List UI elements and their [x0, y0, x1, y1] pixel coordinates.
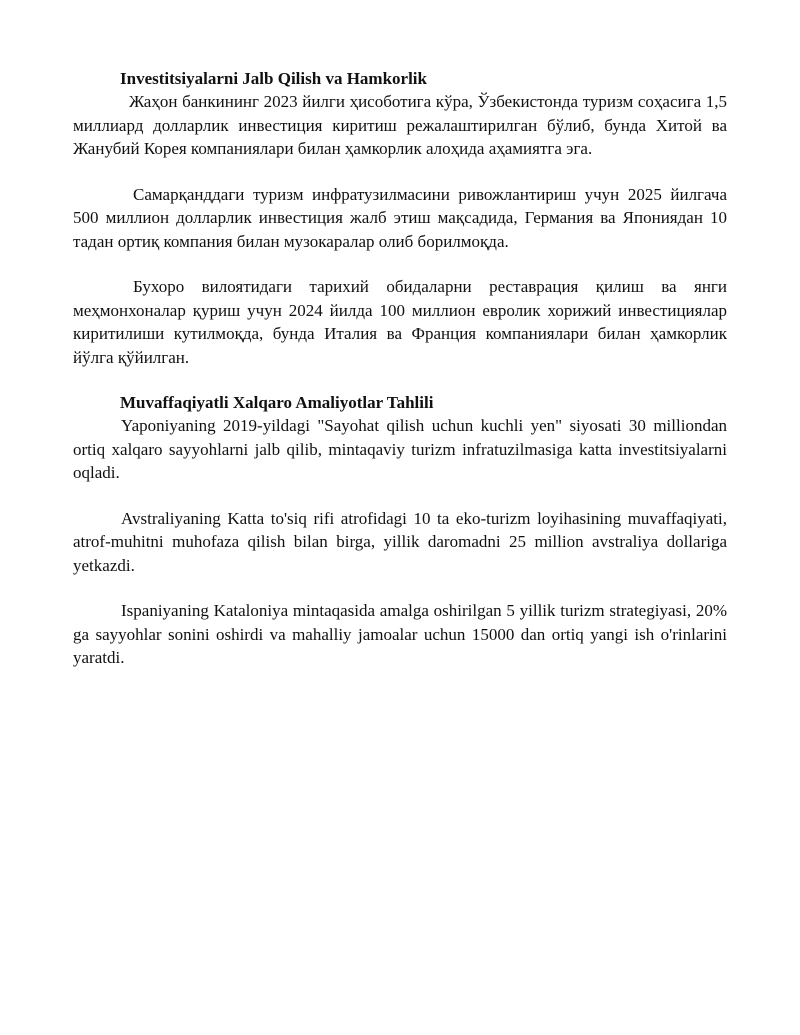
section-heading-international-practices: Muvaffaqiyatli Xalqaro Amaliyotlar Tahlili: [120, 393, 434, 412]
paragraph-samarkand: Самарқанддаги туризм инфратузилмасини ривожлантириш учун 2025 йилгача 500 миллион долларлик инвестиция жалб этиш мақсадида, Германия ва Япониядан 10 тадан ортиқ компания билан музокаралар олиб борилмоқда.: [73, 184, 727, 251]
document-page: [73, 67, 727, 670]
paragraph-australia: Avstraliyaning Katta to'siq rifi atrofidagi 10 ta eko-turizm loyihasining muvaffaqiyati, atrof-muhitni muhofaza qilish bilan birga, yillik daromadni 25 million avstraliya dollariga yetkazdi.: [73, 508, 727, 575]
section-heading-investments: Investitsiyalarni Jalb Qilish va Hamkorlik: [120, 69, 427, 88]
paragraph-japan: Yaponiyaning 2019-yildagi "Sayohat qilish uchun kuchli yen" siyosati 30 milliondan ortiq xalqaro sayyohlarni jalb qilib, mintaqaviy turizm infratuzilmasiga katta investitsiyalarni oqladi.: [73, 416, 727, 482]
paragraph-bukhara: Бухоро вилоятидаги тарихий обидаларни реставрация қилиш ва янги меҳмонхоналар қуриш учун 2024 йилда 100 миллион евролик хорижий инвестициялар киритилиши кутилмоқда, бунда Италия ва Франция компаниялари билан ҳамкорлик йўлга қўйилган.: [73, 277, 727, 367]
paragraph-world-bank: Жаҳон банкининг 2023 йилги ҳисоботига кўра, Ўзбекистонда туризм соҳасига 1,5 миллиард долларлик инвестиция киритиш режалаштирилган бўлиб, бунда Хитой ва Жанубий Корея компаниялари билан ҳамкорлик алоҳида аҳамиятга эга.: [73, 92, 727, 158]
paragraph-spain: Ispaniyaning Kataloniya mintaqasida amalga oshirilgan 5 yillik turizm strategiyasi, 20% ga sayyohlar sonini oshirdi va mahalliy jamoalar uchun 15000 dan ortiq yangi ish o'rinlarini yaratdi.: [73, 601, 727, 667]
